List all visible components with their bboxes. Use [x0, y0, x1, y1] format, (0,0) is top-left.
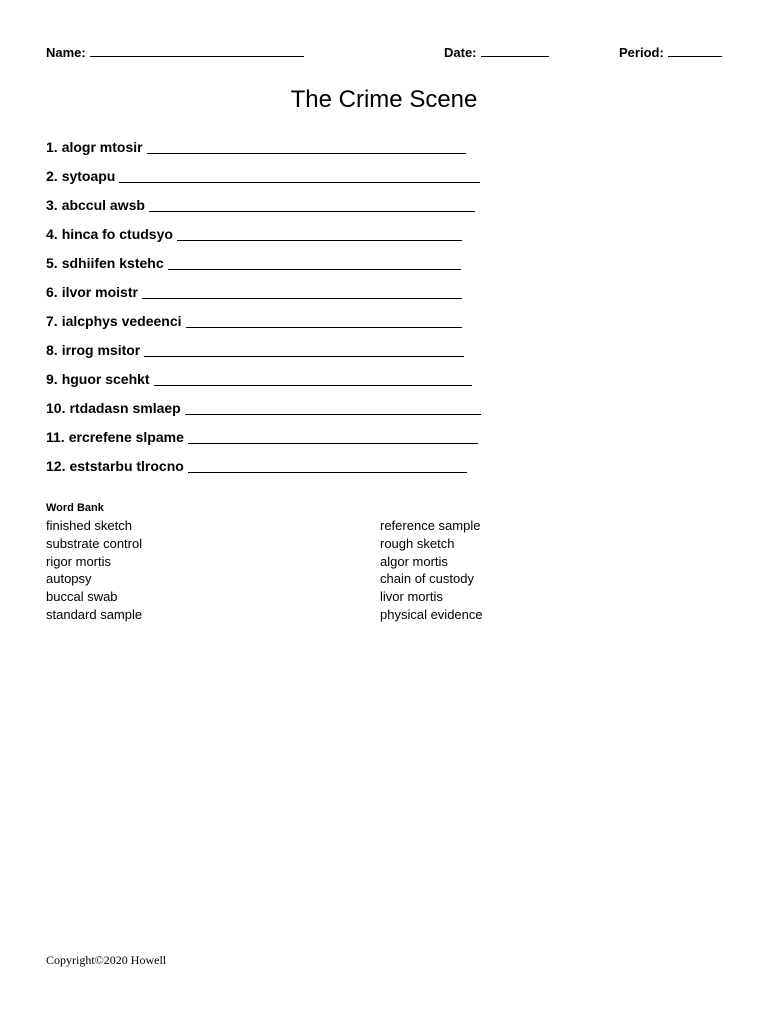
word-bank — [46, 518, 546, 628]
question-item — [46, 168, 506, 197]
scrambled-word: hguor scehkt — [61, 371, 150, 387]
scrambled-word: eststarbu tlrocno — [69, 458, 184, 474]
answer-blank-line — [119, 168, 480, 183]
answer-blank-line — [154, 371, 472, 386]
date-blank-line — [481, 44, 549, 57]
word-bank-term: livor mortis — [380, 589, 443, 605]
period-label: Period: — [619, 45, 664, 60]
question-item — [46, 400, 506, 429]
question-number: 4. — [46, 226, 58, 242]
question-item — [46, 313, 506, 342]
question-item — [46, 371, 506, 400]
question-number: 8. — [46, 342, 58, 358]
word-bank-title: Word Bank — [46, 502, 104, 514]
question-number: 1. — [46, 139, 58, 155]
student-info-header — [46, 44, 722, 62]
question-item — [46, 284, 506, 313]
word-bank-term: chain of custody — [380, 571, 474, 587]
question-number: 6. — [46, 284, 58, 300]
name-field — [46, 44, 304, 60]
word-bank-left-column — [46, 518, 142, 625]
scrambled-word: ilvor moistr — [61, 284, 138, 300]
question-number: 5. — [46, 255, 58, 271]
word-bank-term: physical evidence — [380, 606, 483, 622]
name-label: Name: — [46, 45, 86, 60]
word-bank-term: standard sample — [46, 606, 143, 622]
period-blank-line — [668, 44, 722, 57]
answer-blank-line — [188, 429, 478, 444]
word-bank-term: finished sketch — [46, 518, 132, 533]
question-number: 7. — [46, 313, 58, 329]
copyright-notice: Copyright©2020 Howell — [46, 953, 167, 967]
question-item — [46, 226, 506, 255]
answer-blank-line — [149, 197, 475, 212]
word-bank-term: substrate control — [46, 535, 143, 551]
answer-blank-line — [177, 226, 462, 241]
date-label: Date: — [444, 45, 477, 60]
question-number: 9. — [46, 371, 58, 387]
answer-blank-line — [144, 342, 464, 357]
question-item — [46, 197, 506, 226]
date-field — [444, 44, 549, 60]
word-bank-term: algor mortis — [380, 553, 448, 569]
question-number: 2. — [46, 168, 58, 184]
answer-blank-line — [186, 313, 462, 328]
word-bank-term: rough sketch — [380, 535, 455, 551]
period-field — [619, 44, 722, 60]
worksheet-title: The Crime Scene — [290, 86, 478, 113]
word-bank-term: autopsy — [46, 571, 92, 587]
question-number: 3. — [46, 197, 58, 213]
scrambled-word: irrog msitor — [61, 342, 141, 358]
answer-blank-line — [168, 255, 461, 270]
scrambled-word: hinca fo ctudsyo — [61, 226, 173, 242]
scrambled-word: abccul awsb — [61, 197, 145, 213]
question-item — [46, 342, 506, 371]
question-number: 12. — [46, 458, 66, 474]
answer-blank-line — [188, 458, 467, 473]
scrambled-word: ialcphys vedeenci — [61, 313, 182, 329]
scrambled-word: ercrefene slpame — [68, 429, 184, 445]
name-blank-line — [90, 44, 304, 57]
word-bank-term: rigor mortis — [46, 553, 112, 569]
scrambled-word: sytoapu — [61, 168, 116, 184]
answer-blank-line — [142, 284, 462, 299]
question-item — [46, 429, 506, 458]
scrambled-word: sdhiifen kstehc — [61, 255, 164, 271]
question-item — [46, 255, 506, 284]
answer-blank-line — [185, 400, 481, 415]
scrambled-word: rtdadasn smlaep — [69, 400, 181, 416]
answer-blank-line — [147, 139, 466, 154]
scrambled-word: alogr mtosir — [61, 139, 143, 155]
question-item — [46, 458, 506, 487]
question-number: 11. — [46, 429, 65, 445]
question-number: 10. — [46, 400, 66, 416]
word-bank-term: reference sample — [380, 518, 481, 533]
question-list — [46, 139, 506, 487]
word-bank-term: buccal swab — [46, 589, 118, 605]
question-item — [46, 139, 506, 168]
word-bank-right-column — [380, 518, 483, 625]
